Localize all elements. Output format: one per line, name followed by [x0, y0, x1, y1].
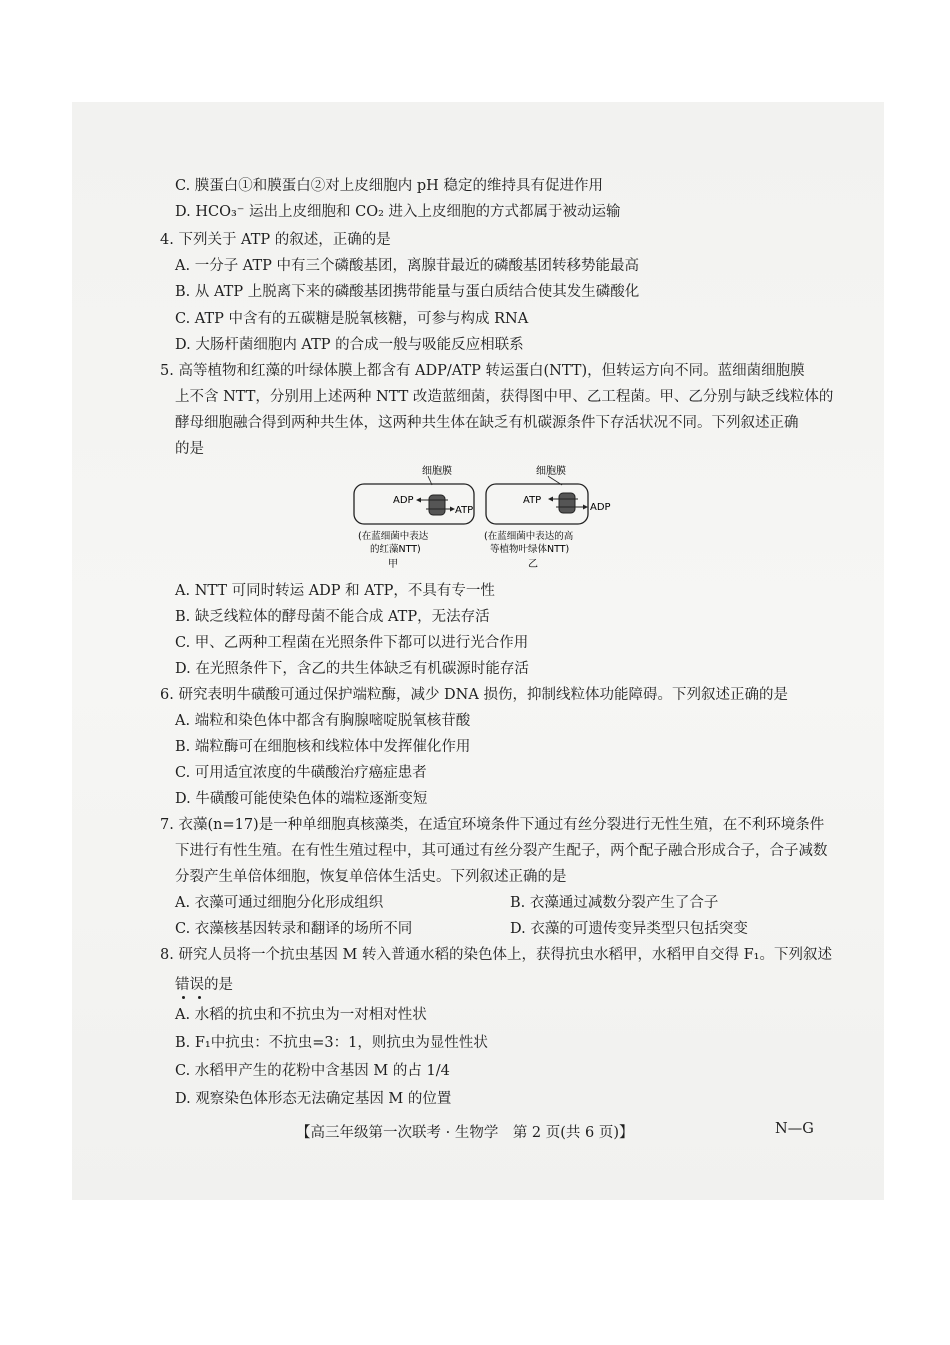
q7-stem-line2: 下进行有性生殖。在有性生殖过程中，其可通过有丝分裂产生配子，两个配子融合形成合子，合子减数 — [175, 843, 828, 859]
q4-option-b: B. 从 ATP 上脱离下来的磷酸基团携带能量与蛋白质结合使其发生磷酸化 — [175, 284, 640, 300]
jia-label: 甲 — [388, 559, 398, 570]
page-footer-title: 【高三年级第一次联考 · 生物学 第 2 页(共 6 页)】 — [296, 1125, 634, 1141]
q6-option-a: A. 端粒和染色体中都含有胸腺嘧啶脱氧核苷酸 — [175, 713, 471, 729]
emphasis-dot — [182, 996, 185, 999]
q6-option-c: C. 可用适宜浓度的牛磺酸治疗癌症患者 — [175, 765, 427, 781]
emphasis-dot — [198, 996, 201, 999]
yi-caption-line1: (在蓝细菌中表达的高 — [484, 531, 574, 542]
yi-adp-label: ADP — [590, 502, 611, 513]
q3-option-c: C. 膜蛋白①和膜蛋白②对上皮细胞内 pH 稳定的维持具有促进作用 — [175, 178, 603, 194]
q8-stem-line1: 8. 研究人员将一个抗虫基因 M 转入普通水稻的染色体上，获得抗虫水稻甲，水稻甲自交得 F₁。下列叙述 — [160, 947, 832, 963]
yi-caption-line2: 等植物叶绿体NTT) — [490, 544, 570, 555]
q7-option-b: B. 衣藻通过减数分裂产生了合子 — [510, 895, 719, 911]
q8-option-c: C. 水稻甲产生的花粉中含基因 M 的占 1/4 — [175, 1063, 450, 1079]
q5-option-d: D. 在光照条件下，含乙的共生体缺乏有机碳源时能存活 — [175, 661, 529, 677]
q6-stem: 6. 研究表明牛磺酸可通过保护端粒酶，减少 DNA 损伤，抑制线粒体功能障碍。下列叙述正确的是 — [160, 687, 788, 703]
jia-caption-line1: (在蓝细菌中表达 — [358, 531, 429, 542]
yi-ntt-transporter — [559, 493, 575, 513]
jia-adp-arrowhead — [416, 498, 421, 503]
q4-stem: 4. 下列关于 ATP 的叙述，正确的是 — [160, 232, 391, 248]
ntt-diagram — [340, 462, 630, 572]
q5-option-b: B. 缺乏线粒体的酵母菌不能合成 ATP，无法存活 — [175, 609, 490, 625]
q5-stem-line3: 酵母细胞融合得到两种共生体，这两种共生体在缺乏有机碳源条件下存活状况不同。下列叙述正确 — [175, 415, 799, 431]
q7-stem-line1: 7. 衣藻(n=17)是一种单细胞真核藻类，在适宜环境条件下通过有丝分裂进行无性生殖，在不利环境条件 — [160, 817, 825, 833]
q6-option-b: B. 端粒酶可在细胞核和线粒体中发挥催化作用 — [175, 739, 471, 755]
q8-option-d: D. 观察染色体形态无法确定基因 M 的位置 — [175, 1091, 452, 1107]
q4-option-c: C. ATP 中含有的五碳糖是脱氧核糖，可参与构成 RNA — [175, 311, 529, 327]
q3-option-d: D. HCO₃⁻ 运出上皮细胞和 CO₂ 进入上皮细胞的方式都属于被动运输 — [175, 204, 621, 220]
jia-ntt-transporter — [429, 495, 445, 515]
yi-atp-label: ATP — [523, 495, 542, 506]
q5-option-a: A. NTT 可同时转运 ADP 和 ATP，不具有专一性 — [175, 583, 495, 599]
yi-atp-arrowhead — [548, 497, 553, 502]
jia-caption-line2: 的红藻NTT) — [370, 544, 421, 555]
q8-option-b: B. F₁中抗虫：不抗虫=3：1，则抗虫为显性性状 — [175, 1035, 488, 1051]
jia-adp-label: ADP — [393, 495, 414, 506]
jia-cell-membrane — [354, 484, 474, 524]
q4-option-d: D. 大肠杆菌细胞内 ATP 的合成一般与吸能反应相联系 — [175, 337, 524, 353]
q4-option-a: A. 一分子 ATP 中有三个磷酸基团，离腺苷最近的磷酸基团转移势能最高 — [175, 258, 640, 274]
q7-stem-line3: 分裂产生单倍体细胞，恢复单倍体生活史。下列叙述正确的是 — [175, 869, 567, 885]
yi-label: 乙 — [528, 559, 538, 570]
q5-option-c: C. 甲、乙两种工程菌在光照条件下都可以进行光合作用 — [175, 635, 529, 651]
q7-option-c: C. 衣藻核基因转录和翻译的场所不同 — [175, 921, 413, 937]
q8-option-a: A. 水稻的抗虫和不抗虫为一对相对性状 — [175, 1007, 427, 1023]
jia-membrane-label: 细胞膜 — [422, 466, 452, 477]
q7-option-a: A. 衣藻可通过细胞分化形成组织 — [175, 895, 384, 911]
jia-atp-label: ATP — [455, 505, 474, 516]
yi-membrane-label: 细胞膜 — [536, 466, 566, 477]
q6-option-d: D. 牛磺酸可能使染色体的端粒逐渐变短 — [175, 791, 428, 807]
q5-stem-line1: 5. 高等植物和红藻的叶绿体膜上都含有 ADP/ATP 转运蛋白(NTT)，但转运方向不同。蓝细菌细胞膜 — [160, 363, 805, 379]
q5-stem-line4: 的是 — [175, 441, 204, 457]
q5-stem-line2: 上不含 NTT，分别用上述两种 NTT 改造蓝细菌，获得图中甲、乙工程菌。甲、乙分别与缺乏线粒体的 — [175, 389, 834, 405]
yi-adp-arrowhead — [583, 505, 588, 510]
q7-option-d: D. 衣藻的可遗传变异类型只包括突变 — [510, 921, 748, 937]
q8-stem-line2: 错误的是 — [175, 977, 233, 993]
page-footer-code: N—G — [775, 1121, 814, 1137]
